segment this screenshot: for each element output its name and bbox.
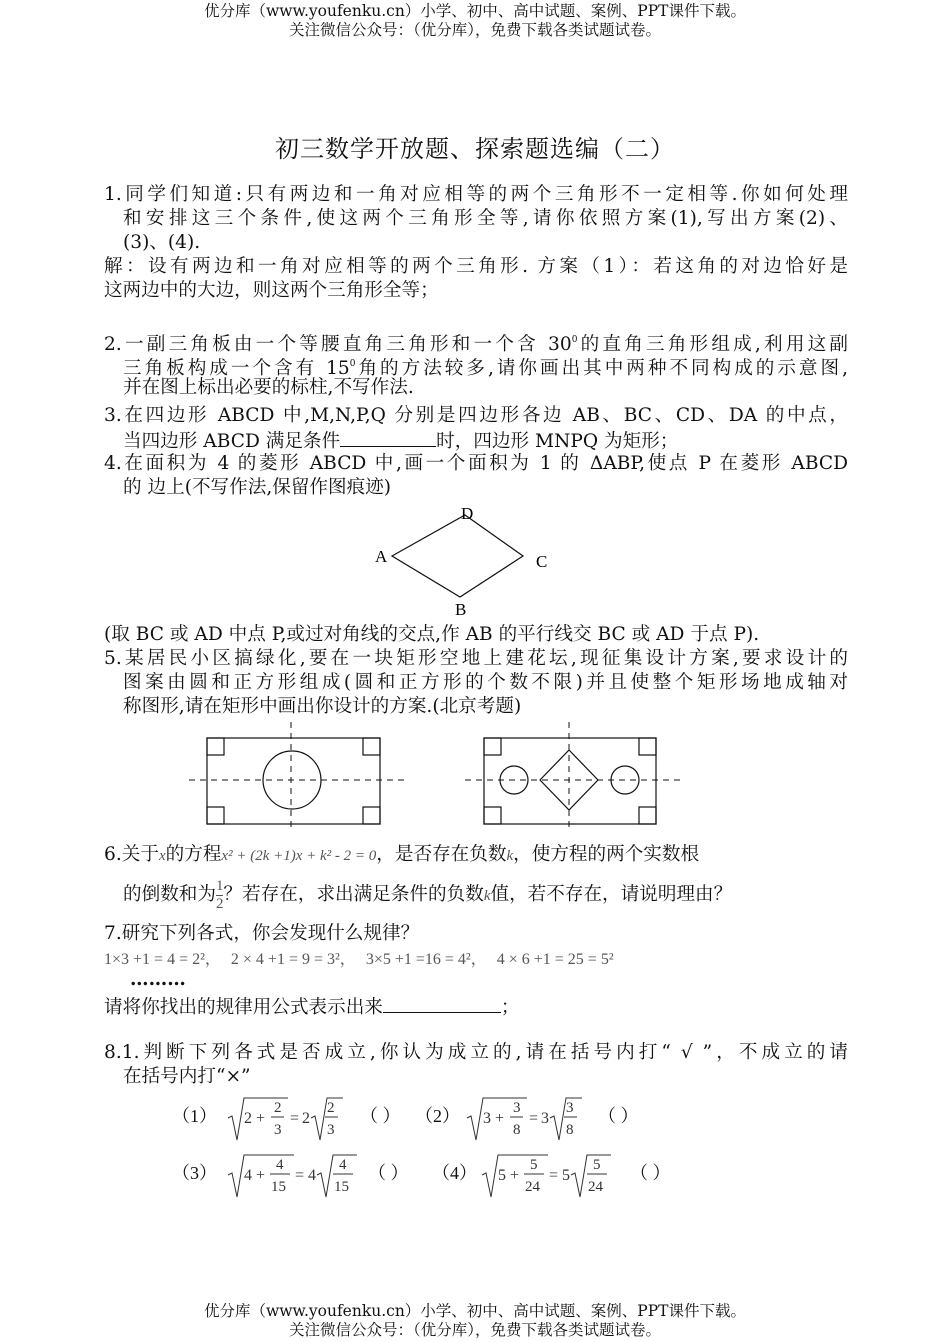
document-title: 初三数学开放题、探索题选编（二） — [275, 135, 675, 163]
q7-ellipsis: ……… — [130, 969, 186, 990]
footer-line-2: 关注微信公众号：（优分库），免费下载各类试题试卷。 — [288, 1321, 661, 1339]
q4-line-1: 4.在面积为 4 的菱形 ABCD 中,画一个面积为 1 的 ΔABP,使点 P 在菱形 ABCD — [104, 453, 848, 474]
svg-text:4: 4 — [276, 1157, 284, 1173]
svg-text:3: 3 — [274, 1122, 282, 1138]
svg-text:2: 2 — [327, 1100, 335, 1116]
svg-text:（2）: （2） — [415, 1106, 460, 1126]
svg-text:3: 3 — [483, 1110, 491, 1127]
label-a: A — [375, 547, 388, 566]
q7-line-3: 请将你找出的规律用公式表示出来 ； — [104, 994, 848, 1020]
q1-line-3: (3)、(4). — [123, 232, 201, 253]
svg-text:24: 24 — [525, 1179, 540, 1195]
header-line-1: 优分库（www.youfenku.cn）小学、初中、高中试题、案例、PPT课件下载。 — [203, 2, 747, 20]
q5-line-1: 5.某居民小区搞绿化,要在一块矩形空地上建花坛,现征集设计方案,要求设计的 — [104, 648, 848, 669]
svg-text:4: 4 — [244, 1167, 252, 1184]
svg-text:3: 3 — [327, 1122, 335, 1138]
q5-line-2: 图案由圆和正方形组成(圆和正方形的个数不限)并且使整个矩形场地成轴对 — [123, 672, 848, 693]
q7-formulas: 1×3 +1 = 4 = 2²， 2 × 4 +1 = 9 = 3²， 3×5 +1 =16 = 4²， 4 × 6 +1 = 25 = 5² — [104, 951, 614, 968]
svg-text:24: 24 — [588, 1179, 603, 1195]
q7-line-1: 7.研究下列各式，你会发现什么规律？ — [104, 923, 420, 944]
svg-text:=: = — [295, 1167, 305, 1184]
q8-line-2: 在括号内打“×” — [123, 1066, 251, 1087]
svg-text:4: 4 — [308, 1167, 316, 1184]
svg-text:+: + — [510, 1167, 520, 1184]
footer-line-1: 优分库（www.youfenku.cn）小学、初中、高中试题、案例、PPT课件下载。 — [203, 1302, 747, 1320]
svg-text:（ ）: （ ） — [630, 1163, 670, 1183]
design-2 — [465, 722, 682, 832]
q2-line-1: 2.一副三角板由一个等腰直角三角形和一个含 $30^0$的直角三角形组成,利用这副 — [104, 334, 848, 355]
svg-text:=: = — [290, 1110, 300, 1127]
svg-text:（4）: （4） — [432, 1163, 477, 1183]
q4-line-2: 的 边上(不写作法,保留作图痕迹) — [123, 477, 392, 498]
svg-text:2: 2 — [244, 1110, 252, 1127]
svg-text:15: 15 — [334, 1179, 349, 1195]
svg-text:（ ）: （ ） — [360, 1106, 401, 1126]
q3-answer-blank[interactable] — [340, 428, 436, 447]
q8-item-4 — [432, 1155, 670, 1197]
q6-line-1: 6.关于x的方程x² + (2k +1)x + k² - 2 = 0，是否存在负数k，使方程的两个实数根 — [104, 844, 700, 865]
rhombus-figure — [370, 500, 560, 622]
q5-design-figures — [185, 722, 690, 832]
svg-text:+: + — [256, 1167, 266, 1184]
q1-line-2: 和安排这三个条件,使这两个三角形全等,请你依照方案(1),写出方案(2)、 — [123, 208, 848, 229]
design-1 — [189, 722, 406, 832]
page-header — [0, 2, 950, 40]
q4-answer: (取 BC 或 AD 中点 P,或过对角线的交点,作 AB 的平行线交 BC 或 AD 于点 P). — [104, 624, 760, 645]
q8-radical-items — [170, 1090, 670, 1205]
svg-text:（1）: （1） — [172, 1106, 217, 1126]
q2-line-2: 三角板构成一个含有 $15^0$角的方法较多,请你画出其中两种不同构成的示意图, — [123, 358, 848, 379]
q8-item-1 — [172, 1098, 401, 1140]
q3-line-1: 3.在四边形 ABCD 中,M,N,P,Q 分别是四边形各边 AB、BC、CD、DA 的中点， — [104, 405, 848, 426]
q6-equation: x² + (2k +1)x + k² - 2 = 0 — [221, 848, 377, 864]
q2-line-3: 并在图上标出必要的标柱,不写作法. — [123, 377, 414, 398]
page-footer — [0, 1302, 950, 1340]
svg-text:5: 5 — [562, 1167, 570, 1184]
svg-text:2: 2 — [274, 1100, 282, 1116]
svg-text:4: 4 — [339, 1157, 347, 1173]
svg-text:5: 5 — [530, 1157, 538, 1173]
label-c: C — [536, 552, 548, 571]
q6-line-2: 的倒数和为 $\frac{1}{2}$ ？若存在，求出满足条件的负数k值，若不存在，请说明理由？ — [123, 877, 733, 912]
label-b: B — [455, 600, 467, 619]
svg-text:=: = — [549, 1167, 559, 1184]
q7-answer-blank[interactable] — [383, 994, 501, 1013]
svg-text:（ ）: （ ） — [598, 1106, 639, 1126]
svg-text:2: 2 — [302, 1110, 310, 1127]
svg-text:5: 5 — [593, 1157, 601, 1173]
svg-text:8: 8 — [566, 1122, 574, 1138]
label-d: D — [461, 504, 474, 523]
q1-solution-line-1: 解：设有两边和一角对应相等的两个三角形. 方案（1）：若这角的对边恰好是 — [104, 256, 848, 277]
q8-line-1: 8.1.判断下列各式是否成立,你认为成立的,请在括号内打“ √ ”，不成立的请 — [104, 1042, 848, 1063]
fraction-one-half: $\frac{1}{2}$ — [215, 877, 224, 912]
svg-text:=: = — [529, 1110, 539, 1127]
svg-text:15: 15 — [271, 1179, 286, 1195]
svg-text:（3）: （3） — [172, 1163, 217, 1183]
q1-line-1: 1.同学们知道:只有两边和一角对应相等的两个三角形不一定相等.你如何处理 — [104, 184, 848, 205]
q3-line-2: 当四边形 ABCD 满足条件 时，四边形 MNPQ 为矩形； — [123, 428, 848, 454]
svg-text:+: + — [495, 1110, 505, 1127]
q5-line-3: 称图形,请在矩形中画出你设计的方案.(北京考题) — [123, 696, 522, 717]
svg-text:+: + — [256, 1110, 266, 1127]
svg-text:3: 3 — [566, 1100, 574, 1116]
q1-solution-line-2: 这两边中的大边，则这两个三角形全等； — [104, 280, 439, 301]
rhombus-abcd — [392, 515, 523, 597]
q1-number: 1. — [104, 184, 122, 205]
svg-text:3: 3 — [541, 1110, 549, 1127]
q8-item-2 — [415, 1098, 639, 1140]
svg-text:8: 8 — [513, 1122, 521, 1138]
header-line-2: 关注微信公众号：（优分库），免费下载各类试题试卷。 — [288, 21, 661, 39]
svg-text:5: 5 — [498, 1167, 506, 1184]
svg-text:3: 3 — [513, 1100, 521, 1116]
q8-item-3 — [172, 1155, 409, 1197]
svg-text:（ ）: （ ） — [368, 1163, 409, 1183]
